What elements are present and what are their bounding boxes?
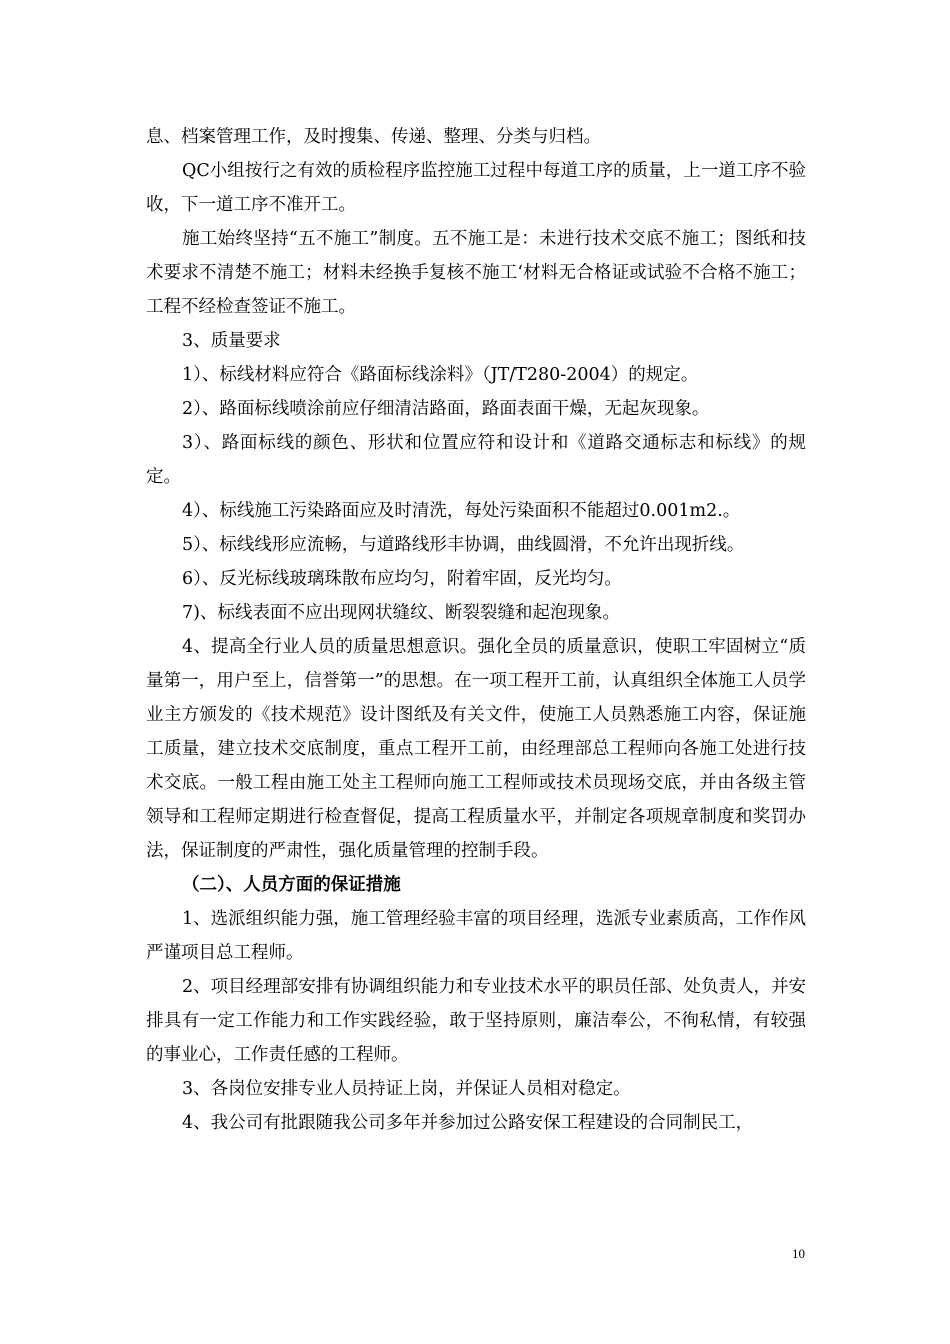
requirement-item-5: 5）、标线线形应流畅，与道路线形丰协调，曲线圆滑，不允许出现折线。 [182, 535, 745, 555]
requirement-item-6: 6）、反光标线玻璃珠散布应均匀，附着牢固，反光均匀。 [182, 569, 622, 589]
requirement-item-4: 4）、标线施工污染路面应及时清洗，每处污染面积不能超过0.001m2.。 [182, 501, 741, 521]
paragraph-five-no-construction: 施工始终坚持“五不施工”制度。五不施工是：未进行技术交底不施工；图纸和技术要求不清楚不施工；材料未经换手复核不施工‘材料无合格证或试验不合格不施工；工程不经检查签证不施工。 [146, 229, 806, 317]
section-heading-personnel-measures: （二）、人员方面的保证措施 [182, 875, 401, 895]
page-body [146, 120, 806, 1140]
personnel-item-3: 3、各岗位安排专业人员持证上岗，并保证人员相对稳定。 [182, 1079, 631, 1099]
personnel-item-1: 1、选派组织能力强，施工管理经验丰富的项目经理，选派专业素质高，工作作风严谨项目总工程师。 [146, 909, 806, 963]
requirement-item-7: 7)、标线表面不应出现网状缝纹、断裂裂缝和起泡现象。 [182, 603, 620, 623]
paragraph-qc-group: QC小组按行之有效的质检程序监控施工过程中每道工序的质量，上一道工序不验收，下一道工序不准开工。 [146, 161, 806, 215]
paragraph-quality-awareness: 4、提高全行业人员的质量思想意识。强化全员的质量意识，使职工牢固树立“质量第一，用户至上，信誉第一”的思想。在一项工程开工前，认真组织全体施工人员学业主方颁发的《技术规范》设计图纸及有关文件，使施工人员熟悉施工内容，保证施工质量，建立技术交底制度，重点工程开工前，由经理部总工程师向各施工处进行技术交底。一般工程由施工处主工程师向施工工程师或技术员现场交底，并由各级主管领导和工程师定期进行检查督促，提高工程质量水平，并制定各项规章制度和奖罚办法，保证制度的严肃性，强化质量管理的控制手段。 [146, 637, 806, 861]
paragraph-archive-continuation: 息、档案管理工作，及时搜集、传递、整理、分类与归档。 [146, 127, 601, 147]
section-quality-requirements: 3、质量要求 [182, 331, 281, 351]
personnel-item-2: 2、项目经理部安排有协调组织能力和专业技术水平的职员任部、处负责人，并安排具有一定工作能力和工作实践经验，敢于坚持原则，廉洁奉公，不徇私情，有较强的事业心，工作责任感的工程师。 [146, 977, 806, 1065]
requirement-item-1: 1）、标线材料应符合《路面标线涂料》（JT/T280-2004）的规定。 [182, 365, 699, 385]
personnel-item-4: 4、我公司有批跟随我公司多年并参加过公路安保工程建设的合同制民工， [182, 1113, 754, 1133]
page-number: 10 [792, 1246, 805, 1261]
requirement-item-3: 3）、路面标线的颜色、形状和位置应符和设计和《道路交通标志和标线》的规定。 [146, 433, 806, 487]
requirement-item-2: 2）、路面标线喷涂前应仔细清洁路面，路面表面干燥，无起灰现象。 [182, 399, 710, 419]
